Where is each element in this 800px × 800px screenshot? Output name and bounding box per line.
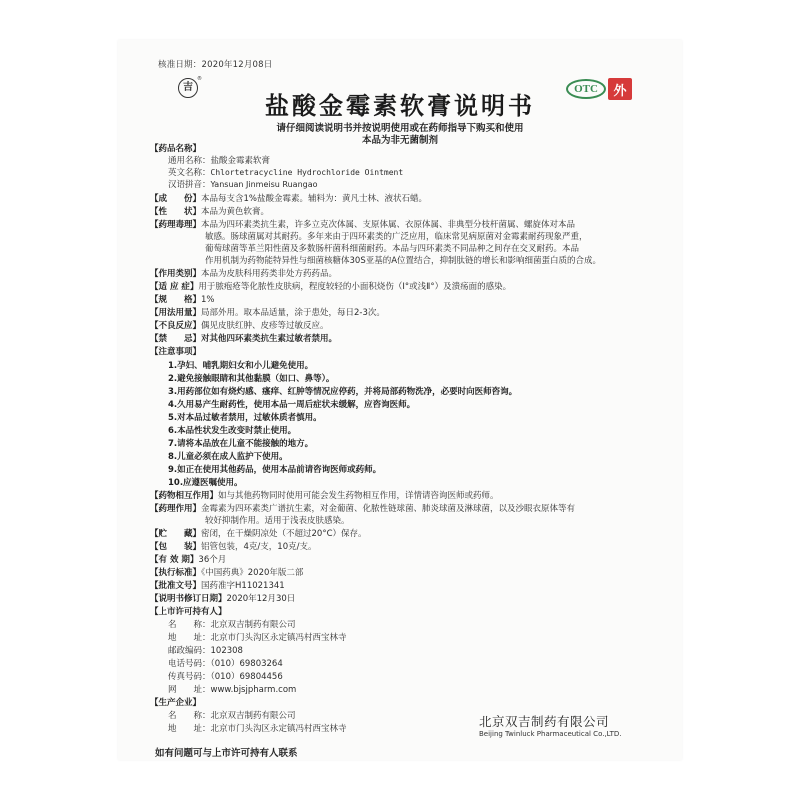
note-item: 1.孕妇、哺乳期妇女和小儿避免使用。	[168, 361, 314, 371]
row-indication: 【适 应 症】用于脓疱疮等化脓性皮肤病，程度较轻的小面积烧伤（Ⅰ°或浅Ⅱ°）及溃疡面的感染。	[150, 282, 512, 292]
note-item: 4.久用易产生耐药性，使用本品一周后症状未缓解，应咨询医师。	[168, 400, 416, 410]
toxicology-line-3: 葡萄球菌等革兰阳性菌及多数肠杆菌科细菌耐药。本品与四环素类不同品种之间存在交叉耐药。本品	[205, 244, 580, 254]
subtitle-instruction: 请仔细阅读说明书并按说明使用或在药师指导下购买和使用	[276, 123, 524, 134]
registered-mark: ®	[197, 76, 202, 82]
row-ingredients: 【成 份】本品每支含1%盐酸金霉素。辅料为：黄凡士林、液状石蜡。	[150, 194, 428, 204]
note-item: 3.用药部位如有烧灼感、瘙痒、红肿等情况应停药，并将局部药物洗净，必要时向医师咨询。	[168, 387, 518, 397]
row-standard: 【执行标准】《中国药典》2020年版二部	[150, 568, 304, 578]
otc-label: OTC	[566, 79, 606, 99]
approval-date: 核准日期：2020年12月08日	[158, 60, 273, 70]
note-item: 9.如正在使用其他药品，使用本品前请咨询医师或药师。	[168, 465, 382, 475]
section-manufacturer-header: 【生产企业】	[150, 698, 202, 708]
note-item: 6.本品性状发生改变时禁止使用。	[168, 426, 297, 436]
company-name-cn: 北京双吉制药有限公司	[479, 714, 610, 729]
row-fax: 传真号码：（010）69804456	[168, 672, 283, 682]
row-property: 【性 状】本品为黄色软膏。	[150, 207, 270, 217]
company-logo	[178, 76, 202, 98]
note-item: 5.对本品过敏者禁用，过敏体质者慎用。	[168, 413, 322, 423]
document-title: 盐酸金霉素软膏说明书	[265, 92, 535, 120]
row-package: 【包 装】铝管包装，4克/支，10克/支。	[150, 542, 317, 552]
row-pharmacology: 【药理作用】金霉素为四环素类广谱抗生素，对金葡菌、化脓性链球菌、肺炎球菌及淋球菌，以及沙眼衣原体等有	[150, 504, 576, 514]
section-notes-header: 【注意事项】	[150, 347, 202, 357]
footer-contact-note: 如有问题可与上市许可持有人联系	[155, 748, 298, 759]
otc-badge	[566, 77, 632, 101]
toxicology-line-4: 作用机制为药物能特异性与细菌核糖体30S亚基的A位置结合，抑制肽链的增长和影响细菌蛋白质的合成。	[205, 256, 602, 266]
row-website: 网 址：www.bjsjpharm.com	[168, 685, 297, 695]
note-item: 2.避免接触眼睛和其他黏膜（如口、鼻等）。	[168, 374, 335, 384]
row-manufacturer-address: 地 址：北京市门头沟区永定镇冯村西宝林寺	[168, 724, 347, 734]
row-revision-date: 【说明书修订日期】2020年12月30日	[150, 594, 296, 604]
row-phone: 电话号码：（010）69803264	[168, 659, 283, 669]
row-contraindication: 【禁 忌】对其他四环素类抗生素过敏者禁用。	[150, 334, 338, 344]
external-use-label: 外	[608, 78, 632, 100]
company-name-en: Beijing Twinluck Pharmaceutical Co.,LTD.	[479, 730, 622, 738]
note-item: 10.应遵医嘱使用。	[168, 478, 243, 488]
toxicology-line-2: 敏感。肠球菌属对其耐药。多年来由于四环素类的广泛应用，临床常见病原菌对金霉素耐药现象严重，	[205, 232, 588, 242]
row-common-name: 通用名称：盐酸金霉素软膏	[168, 156, 271, 166]
section-drug-name-header: 【药品名称】	[150, 144, 202, 154]
row-pinyin: 汉语拼音：Yansuan Jinmeisu Ruangao	[168, 180, 318, 190]
row-usage: 【用法用量】局部外用。取本品适量，涂于患处，每日2-3次。	[150, 308, 385, 318]
note-item: 8.儿童必须在成人监护下使用。	[168, 452, 288, 462]
row-postcode: 邮政编码：102308	[168, 646, 243, 656]
row-english-name: 英文名称：Chlortetracycline Hydrochloride Ointment	[168, 168, 404, 178]
row-storage: 【贮 藏】密闭，在干燥阴凉处（不超过20°C）保存。	[150, 529, 367, 539]
row-category: 【作用类别】本品为皮肤科用药类非处方药药品。	[150, 269, 338, 279]
row-holder-name: 名 称：北京双吉制药有限公司	[168, 620, 296, 630]
row-holder-address: 地 址：北京市门头沟区永定镇冯村西宝林寺	[168, 633, 347, 643]
row-manufacturer-name: 名 称：北京双吉制药有限公司	[168, 711, 296, 721]
logo-mark: 吉	[183, 82, 193, 93]
row-spec: 【规 格】1%	[150, 295, 215, 305]
row-validity: 【有 效 期】36个月	[150, 555, 227, 565]
section-holder-header: 【上市许可持有人】	[150, 607, 227, 617]
row-adverse: 【不良反应】偶见皮肤红肿、皮疹等过敏反应。	[150, 321, 329, 331]
pharmacology-line-2: 较好抑制作用。适用于浅表皮肤感染。	[205, 516, 350, 526]
note-item: 7.请将本品放在儿童不能接触的地方。	[168, 439, 314, 449]
row-interaction: 【药物相互作用】如与其他药物同时使用可能会发生药物相互作用，详情请咨询医师或药师。	[150, 491, 499, 501]
row-approval-number: 【批准文号】国药准字H11021341	[150, 581, 285, 591]
row-toxicology: 【药理毒理】本品为四环素类抗生素，许多立克次体属、支原体属、衣原体属、非典型分枝杆菌属、螺旋体对本品	[150, 220, 576, 230]
subtitle-nonsterile: 本品为非无菌制剂	[361, 135, 438, 146]
